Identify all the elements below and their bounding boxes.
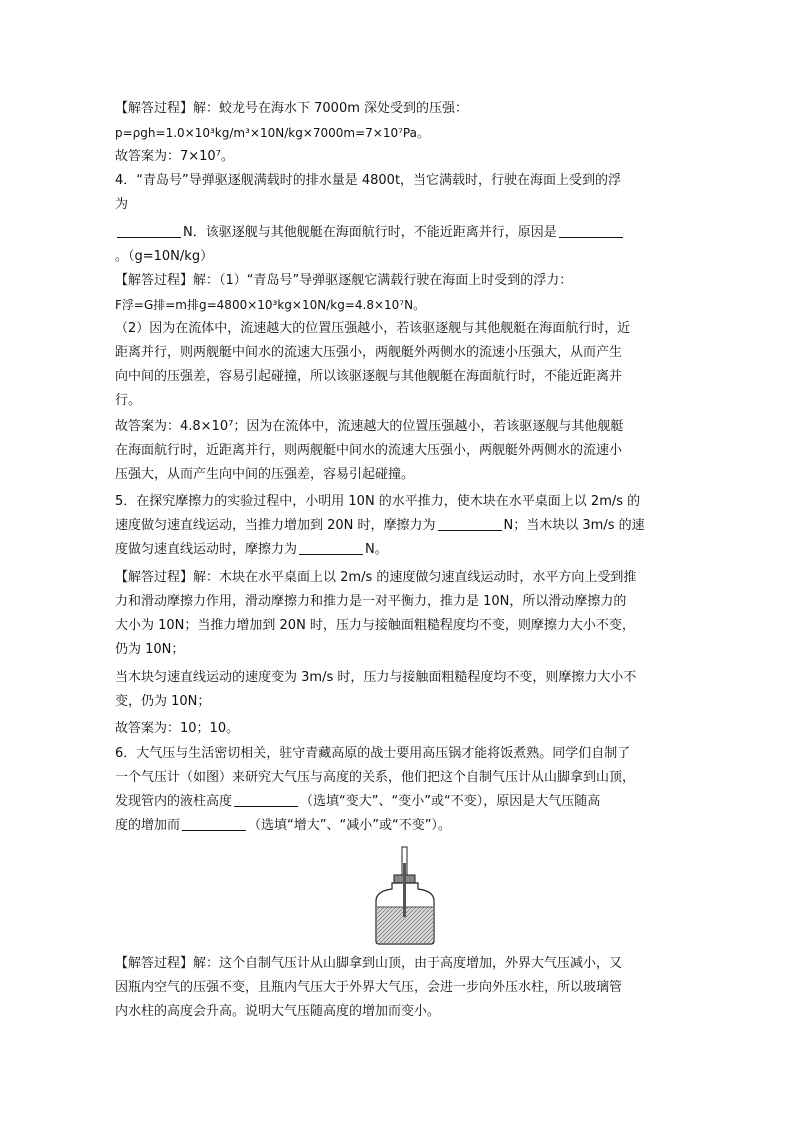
text-line: 一个气压计（如图）来研究大气压与高度的关系，他们把这个自制气压计从山脚拿到山顶， (115, 770, 636, 785)
answer-blank (182, 816, 246, 831)
text-line: 压强大，从而产生向中间的压强差，容易引起碰撞。 (115, 467, 415, 482)
text-line: 力和滑动摩擦力作用，滑动摩擦力和推力是一对平衡力，推力是 10N，所以滑动摩擦力的 (115, 594, 627, 609)
text-line: 大小为 10N；当推力增加到 20N 时，压力与接触面粗糙程度均不变，则摩擦力大小不变， (115, 618, 635, 633)
answer-line: 故答案为：10；10。 (115, 721, 240, 736)
text-line: 【解答过程】解：蛟龙号在海水下 7000m 深处受到的压强： (115, 101, 469, 116)
answer-blank (299, 540, 363, 555)
text-line: 【解答过程】解：这个自制气压计从山脚拿到山顶，由于高度增加，外界大气压减小，又 (115, 956, 623, 971)
question-5-blank-line (115, 514, 645, 538)
text-line: 仍为 10N； (115, 642, 185, 657)
formula-line: p=ρgh=1.0×10³kg/m³×10N/kg×7000m=7×10⁷Pa。 (115, 126, 429, 140)
text-segment: N．该驱逐舰与其他舰艇在海面航行时，不能近距离并行，原因是 (183, 225, 557, 240)
bottle-barometer-illustration (370, 845, 440, 945)
text-line: 【解答过程】解：（1）“青岛号”导弹驱逐舰它满载行驶在海面上时受到的浮力： (115, 273, 573, 288)
question-6-line: 6．大气压与生活密切相关，驻守青藏高原的战士要用高压锅才能将饭煮熟。同学们自制了 (115, 746, 631, 761)
question-4-line: 4．“青岛号”导弹驱逐舰满载时的排水量是 4800t，当它满载时，行驶在海面上受到的浮 (115, 173, 622, 188)
text-line: 。（g=10N/kg） (115, 249, 214, 264)
answer-blank (559, 223, 623, 238)
text-line: （2）因为在流体中，流速越大的位置压强越小，若该驱逐舰与其他舰艇在海面航行时，近 (115, 321, 631, 336)
text-line: 变，仍为 10N； (115, 694, 211, 709)
text-line: 【解答过程】解：木块在水平桌面上以 2m/s 的速度做匀速直线运动时，水平方向上受到推 (115, 570, 637, 585)
barometer-figure (370, 845, 440, 945)
formula-line: F浮=G排=m排g=4800×10³kg×10N/kg=4.8×10⁷N。 (115, 298, 426, 312)
text-segment: 度的增加而 (115, 818, 181, 833)
text-segment: 速度做匀速直线运动，当推力增加到 20N 时，摩擦力为 (115, 518, 436, 533)
text-line: 当木块匀速直线运动的速度变为 3m/s 时，压力与接触面粗糙程度均不变，则摩擦力大小不 (115, 670, 637, 685)
question-4-blank-line (115, 221, 625, 245)
text-line: 向中间的压强差，容易引起碰撞，所以该驱逐舰与其他舰艇在海面航行时，不能近距离并 (115, 369, 623, 384)
text-line: 因瓶内空气的压强不变，且瓶内气压大于外界大气压，会进一步向外压水柱，所以玻璃管 (115, 980, 623, 995)
answer-blank (438, 516, 502, 531)
answer-blank (117, 223, 181, 238)
text-line: 在海面航行时，近距离并行，则两舰艇中间水的流速大压强小，两舰艇外两侧水的流速小 (115, 443, 623, 458)
answer-blank (234, 792, 298, 807)
text-segment: 发现管内的液柱高度 (115, 794, 233, 809)
text-segment: （选填“增大”、“减小”或“不变”）。 (248, 818, 451, 833)
text-line: 为 (115, 197, 129, 212)
text-segment: 度做匀速直线运动时，摩擦力为 (115, 542, 298, 557)
question-5-line: 5．在探究摩擦力的实验过程中，小明用 10N 的水平推力，使木块在水平桌面上以 2m/s 的 (115, 494, 641, 509)
answer-line: 故答案为：4.8×10⁷；因为在流体中，流速越大的位置压强越小，若该驱逐舰与其他舰艇 (115, 419, 624, 434)
question-6-blank-line (115, 814, 451, 838)
text-segment: N；当木块以 3m/s 的速 (503, 518, 645, 533)
text-segment: N。 (365, 542, 388, 557)
text-line: 距离并行，则两舰艇中间水的流速大压强小，两舰艇外两侧水的流速小压强大，从而产生 (115, 345, 623, 360)
text-line: 行。 (115, 393, 142, 408)
answer-line: 故答案为：7×10⁷。 (115, 149, 234, 164)
text-line: 内水柱的高度会升高。说明大气压随高度的增加而变小。 (115, 1004, 441, 1019)
question-6-blank-line (115, 790, 600, 814)
question-5-blank-line (115, 538, 388, 562)
text-segment: （选填“变大”、“变小”或“不变），原因是大气压随高 (300, 794, 601, 809)
